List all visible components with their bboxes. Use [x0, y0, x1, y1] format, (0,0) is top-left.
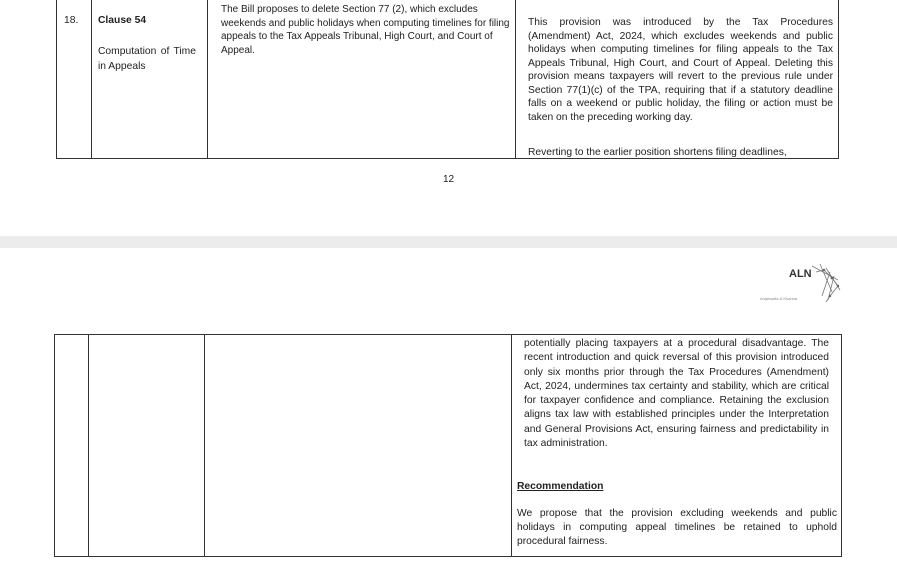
- bill-provision-text: The Bill proposes to delete Section 77 (2), which excludes weekends and public holidays when computing timelines for filing appeals to the Tax Appeals Tribunal, High Court, and Court of Appeal.: [221, 4, 510, 56]
- logo-text: ALN: [789, 268, 812, 280]
- comment-cell: [515, 0, 839, 159]
- comment-paragraph-1: This provision was introduced by the Tax Procedures (Amendment) Act, 2024, which excludes weekends and public holidays when computing timelines for filing appeals to the Tax Appeals Tribunal, High Court, and Court of Appeal. Deleting this provision means taxpayers will revert to the previous rule under Section 77(1)(c) of the TPA, requiring that if a statutory deadline falls on a weekend or public holiday, the filing or action must be taken on the preceding working day.: [528, 17, 833, 123]
- comment-paragraph-2: Reverting to the earlier position shortens filing deadlines,: [528, 147, 787, 158]
- page-number: 12: [442, 174, 455, 185]
- clause-title: Clause 54: [98, 15, 147, 26]
- empty-number-cell: [54, 334, 89, 557]
- empty-clause-cell: [88, 334, 205, 557]
- row-number-cell: [56, 0, 92, 159]
- recommendation-heading: Recommendation: [517, 481, 604, 492]
- clause-subtitle: Computation of Time in Appeals: [98, 46, 196, 72]
- logo-subtext: Anjarwalla & Khanna: [760, 296, 798, 301]
- comment-continuation-text: potentially placing taxpayers at a procedural disadvantage. The recent introduction and quick reversal of this provision introduced only six months prior through the Tax Procedures (Amendment) Act, 2024, undermines tax certainty and stability, which are critical for taxpayer confidence and compliance. Retaining the exclusion aligns tax law with established principles under the Interpretation and General Provisions Act, ensuring fairness and predictability in tax administration.: [524, 338, 829, 450]
- clause-cell: [91, 0, 208, 159]
- bill-provision-cell: [207, 0, 516, 159]
- document-page-top: [0, 0, 897, 236]
- recommendation-text: We propose that the provision excluding weekends and public holidays in computing appeal timelines be retained to uphold procedural fairness.: [517, 508, 837, 547]
- comment-continuation-cell: [511, 334, 842, 557]
- row-number: 18.: [64, 15, 79, 26]
- empty-bill-cell: [204, 334, 512, 557]
